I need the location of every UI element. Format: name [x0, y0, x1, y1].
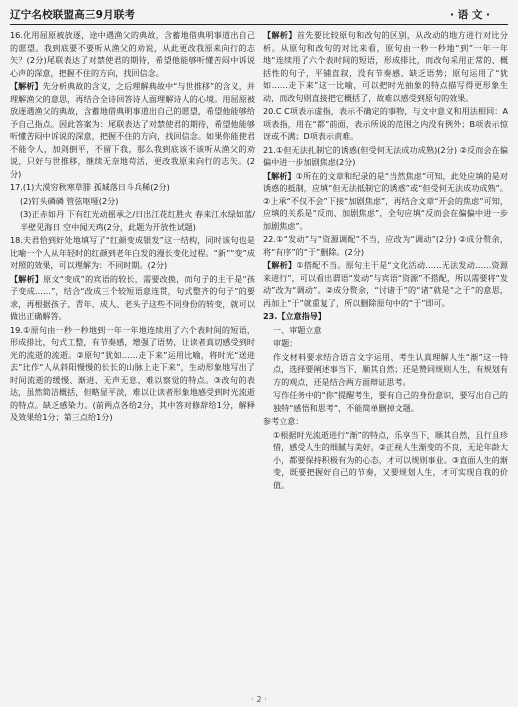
exam-title: 辽宁名校联盟高三9月联考 — [10, 8, 136, 21]
q23-paragraph-2: 写作任务中的“你”提醒考生，要有自己的身份意识，要写出自己的独特“感悟和思考”，不能简单删掉文题。 — [273, 390, 509, 413]
q21-analysis-text: ①所在的文章和纪录的是“当然焦虑”可知，此处应填的是对诱惑的抵制，应填“但无法抵制它的诱惑”或“但受何无法成功成熟”。②上承“不仅不会”下接“加剧焦虑”，再结合文章“开会的焦虑”可知，应填的关系是“反而、加剧焦虑”，全句应填“反而会在偏偏中进一步加剧焦虑”。 — [263, 170, 508, 231]
q19-answer: 19.①原句由一秒一秒地到一年一年地连续用了六个表时间的短语，形成排比，句式工整，有节奏感，增强了语势，让读者真切感受到时光的流逝的流逝。②原句“犹如……走下来”运用比喻，将时光“送进去”比作“人从斜阳慢慢的长长的山脉上走下来”，生动形象地写出了时间流逝的缓慢、渐进、无声无息、难以察觉的特点。③改句的表达，虽然简洁概括，但略显平淡，难以让读者形象地感受到时光流逝的特点。缺乏感染力。(前两点各给2分，其中答对修辞给1分，解释及效果给1分；第三点给1分) — [10, 324, 255, 422]
q22-analysis — [263, 259, 508, 309]
q18-analysis — [10, 273, 255, 323]
q19-analysis-text: 首先要比较原句和改句的区别，从改动的地方进行对比分析。从原句和改句的对比来看，原句由一秒一秒地“到”一年一年地“连续用了六个表时间的短语，形成排比，而改句采用正常的、概括性的句子，平铺直叙，没有节奏感、缺乏语势；原句运用了“犹如……走下来”这一比喻，可以把时光抽象的特点描写得更形象生动，而改句则直接把它概括了，故难以感受到原句的效果。 — [263, 30, 508, 103]
analysis-tag: 【解析】 — [10, 273, 44, 284]
q23-heading: 23.【立意指导】 — [263, 311, 326, 321]
q23-paragraph-1: 作文材料要求结合语言文字运用、考生认真理解人生“渐”这一特点，选择要阐述事当下，顺其自然；还是赞同规则人生，有规划有方的观点，还是结合两方面辩证思考。 — [273, 351, 508, 387]
q17-answer: 17.(1)大漠穷秋寒草腓 孤城落日斗兵稀(2分) — [10, 182, 170, 192]
q23-reference-label: 参考立意： — [263, 416, 304, 426]
page-number: · 2 · — [251, 695, 267, 704]
q18-analysis-text: 原文“变成”的宾语的较长，需要改换，而句子的主干是“孩子变成……”，结合“改成三个较短语意连贯，句式整齐的句子”的要求，再根据孩子、青年、成人、老头子这些不同身份的转变，就可以做出正确解答。 — [10, 273, 255, 321]
q23-section-title: 一、审题立意 — [273, 324, 322, 335]
q16-answer: 16.化用屈原被放逐，途中遇渔父的典故，含蓄地借典明事道出自己的愿望。我到底要不要听从渔父的劝说，从此更改我原来向行的志矢？(2分)尾联表达了对禁使君的期待，希望他能够听懂苦闷中诉说心声的深意，把握不住的方向，找回信念。 — [10, 30, 255, 78]
q21-analysis — [263, 170, 508, 233]
left-column — [10, 29, 255, 492]
analysis-tag: 【解析】 — [263, 260, 297, 270]
q21-answer: 21.①但无法扎制它的诱惑(但受何无法成功成熟)(2分) ②反而会在偏偏中进一步加剧焦虑(2分) — [263, 144, 508, 167]
header-rule — [10, 24, 508, 25]
q18-answer: 18.夫君恰到好处地填写了“红颜变成银发”这一结构，同时该句也是比喻一个人从年轻时的红颜到老年白发的漫长变化过程。“新”“变”成对照的效果，可以理解为：不同时期。(2分) — [10, 235, 255, 270]
q17-answer-3: (3)正赤如丹 下有红光动摇承之/日出江花红胜火 春来江水绿如蓝/半壁见海日 空中闻天鸡(2分，此题为开放性试题) — [20, 209, 255, 232]
subject-label: · 语 文 · — [450, 8, 490, 21]
q23-reference-ideas: ①根据时光流逝进行“渐”的特点，乐享当下，顺其自然，且行且珍惜，感受人生的细腻与美好。②正视人生渐变的不良，无论年龄大小，都要保持积极有为的心态，才可以规则事业。③直面人生的渐变，既要把握好自己的节奏，又要规划人生，才可实现自我的价值。 — [273, 429, 508, 490]
analysis-tag: 【解析】 — [263, 170, 296, 181]
page-header — [10, 6, 508, 22]
analysis-tag: 【解析】 — [10, 81, 43, 91]
q16-analysis-text: 先分析典故的含义，之后理解典故中“与世推移”的含义，并理解渔父的意思，再结合全诗回答诗人面理解诗人的心境。用屈原被放逐遇渔父的典故，含蓄地借典明事道出自己的愿望，希望他能够给予自己指点。因此答案为：尾联表达了对禁使君的期待，希望他能够听懂苦闷中诉说的深意，把握不住的方向，找回信念。如果你能使君不能令人，加剑倒平，不留下我，那么我到底该不该听从渔父的劝说，只好与世推移，继续无奈地苟活，更改我原来向行的志矢。(2分) — [10, 81, 255, 179]
q22-answer: 22.①“发动”与“资源调配”不当，应改为“调动”(2分) ②成分赘余，将“有序”的“于”删除。(2分) — [263, 234, 508, 257]
right-column — [263, 29, 508, 492]
q23-subtitle: 审题： — [273, 338, 298, 348]
analysis-tag: 【解析】 — [263, 30, 297, 40]
q22-analysis-text: ①搭配不当。原句主干是“文化活动……无法发动……资源来进行”，可以看出谓语“发动”与宾语“资源”不搭配，所以需要将“发动”改为“调动”。②成分赘余，“讨诸于”的“诸”就是“之于”的意思，再加上“于”就重复了，所以删除原句中的“于”即可。 — [263, 260, 508, 308]
q16-analysis — [10, 80, 255, 180]
q19-analysis — [263, 29, 508, 104]
q20-answer: 20.C C项表示虚指，表示不确定的事物，与文中意义和用法相同：A项表指，用在“都”前面，表示所说的范围之内没有例外；B项表示惊讶或不满；D项表示责难。 — [263, 106, 508, 141]
two-column-body — [10, 29, 508, 492]
q17-answer-2: (2)钉头磷磷 管弦呕哑(2分) — [20, 195, 119, 206]
